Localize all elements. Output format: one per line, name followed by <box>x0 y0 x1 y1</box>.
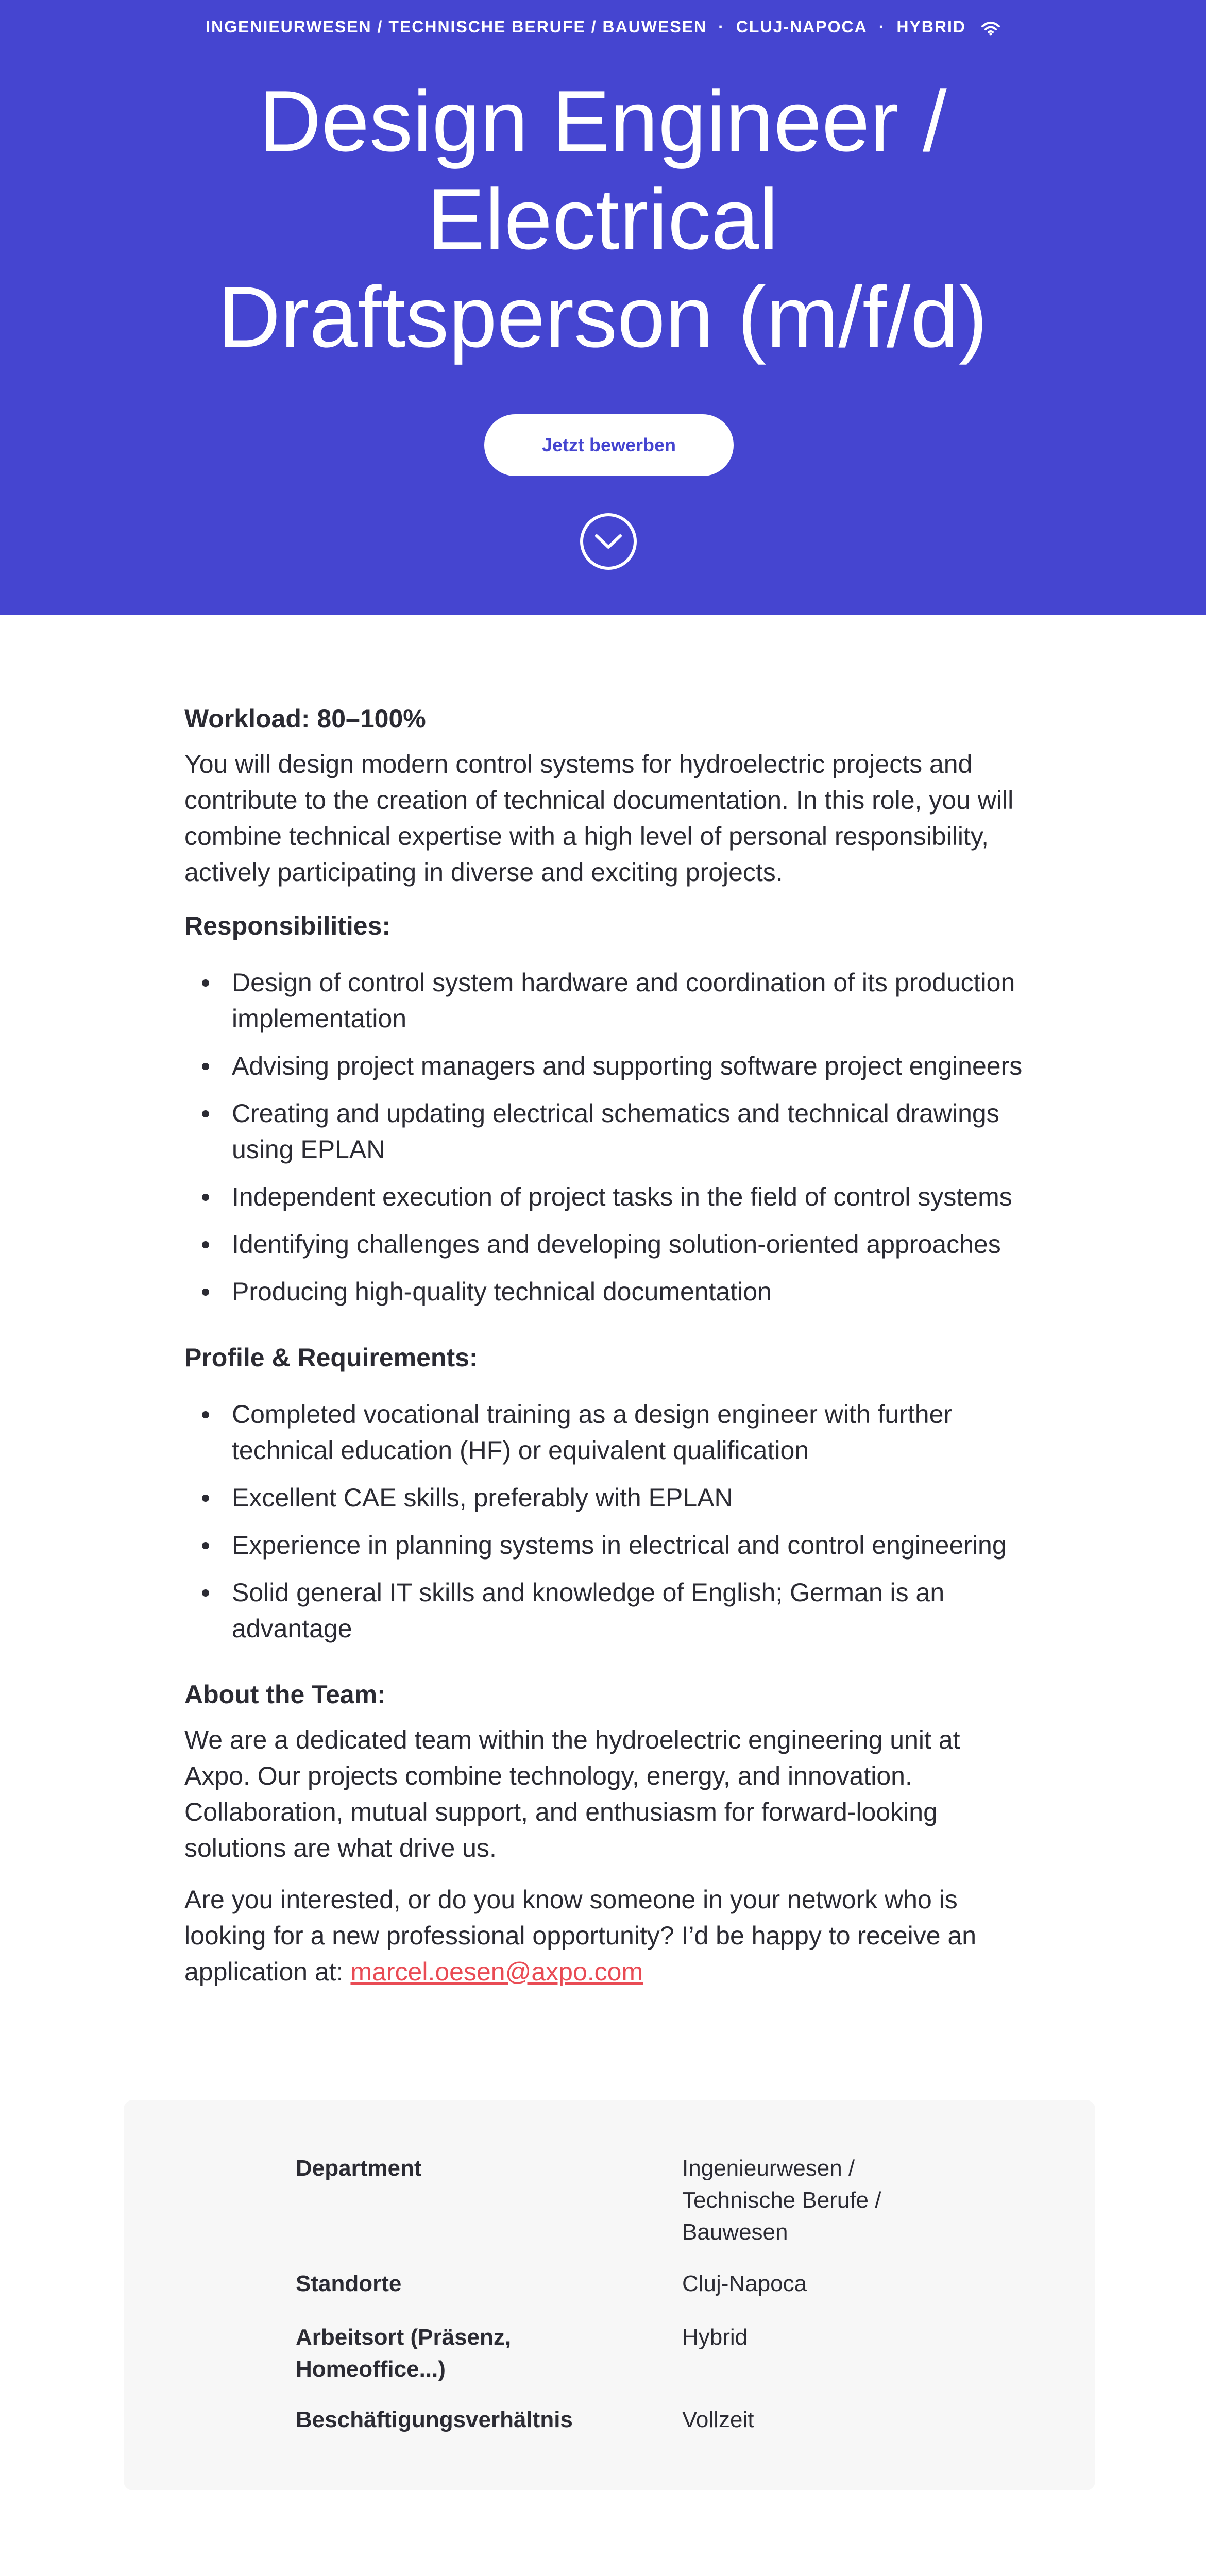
job-work-mode: HYBRID <box>896 18 966 36</box>
list-item: Independent execution of project tasks in the field of control systems <box>184 1179 1029 1215</box>
apply-now-button[interactable]: Jetzt bewerben <box>484 414 734 476</box>
detail-value: Ingenieurwesen / Technische Berufe / Bauwesen <box>682 2156 881 2245</box>
detail-label: Standorte <box>296 2271 402 2296</box>
list-item: Producing high-quality technical documentation <box>184 1274 1029 1310</box>
detail-value: Hybrid <box>682 2325 748 2350</box>
job-department: INGENIEURWESEN / TECHNISCHE BERUFE / BAUWESEN <box>206 18 707 36</box>
team-heading: About the Team: <box>184 1680 386 1709</box>
workload-heading: Workload: 80–100% <box>184 704 426 733</box>
job-meta-line <box>0 18 1206 37</box>
job-title: Design Engineer / Electrical Draftsperson (m/f/d) <box>218 73 988 365</box>
list-item: Creating and updating electrical schematics and technical drawings using EPLAN <box>184 1095 1029 1167</box>
detail-label: Department <box>296 2156 422 2181</box>
chevron-down-icon <box>594 533 622 550</box>
responsibilities-list <box>184 964 1029 1310</box>
list-item: Solid general IT skills and knowledge of English; German is an advantage <box>184 1574 1029 1647</box>
intro-paragraph: You will design modern control systems for hydroelectric projects and contribute to the creation of technical documentation. In this role, you will combine technical expertise with a high level of personal responsibility, actively participating in diverse and exciting projects. <box>184 750 1014 887</box>
job-details-card <box>124 2100 1095 2490</box>
hero-banner <box>0 0 1206 615</box>
responsibilities-heading: Responsibilities: <box>184 911 391 940</box>
list-item: Design of control system hardware and coordination of its production implementation <box>184 964 1029 1037</box>
job-description <box>184 701 1029 1990</box>
contact-email-link[interactable]: marcel.oesen@axpo.com <box>350 1957 643 1986</box>
list-item: Completed vocational training as a design engineer with further technical education (HF) or equivalent qualification <box>184 1396 1029 1468</box>
detail-label: Arbeitsort (Präsenz, Homeoffice...) <box>296 2325 512 2382</box>
scroll-down-button[interactable] <box>580 513 637 570</box>
profile-list <box>184 1396 1029 1647</box>
detail-value: Cluj-Napoca <box>682 2271 807 2296</box>
meta-separator: · <box>718 18 725 36</box>
wifi-icon <box>981 21 1000 36</box>
list-item: Advising project managers and supporting software project engineers <box>184 1048 1029 1084</box>
list-item: Experience in planning systems in electrical and control engineering <box>184 1527 1029 1563</box>
job-location: CLUJ-NAPOCA <box>736 18 868 36</box>
detail-label: Beschäftigungsverhältnis <box>296 2407 573 2432</box>
meta-separator: · <box>878 18 886 36</box>
team-paragraph: We are a dedicated team within the hydroelectric engineering unit at Axpo. Our projects combine technology, energy, and innovation. Collaboration, mutual support, and enthusiasm for forward-looking solutions are what drive us. <box>184 1725 960 1862</box>
closing-text: Are you interested, or do you know someone in your network who is looking for a new professional opportunity? I’d be happy to receive an application at: <box>184 1885 977 1986</box>
closing-paragraph <box>184 1882 1029 1990</box>
list-item: Excellent CAE skills, preferably with EPLAN <box>184 1480 1029 1516</box>
list-item: Identifying challenges and developing solution-oriented approaches <box>184 1226 1029 1262</box>
detail-value: Vollzeit <box>682 2407 754 2432</box>
profile-heading: Profile & Requirements: <box>184 1343 478 1372</box>
